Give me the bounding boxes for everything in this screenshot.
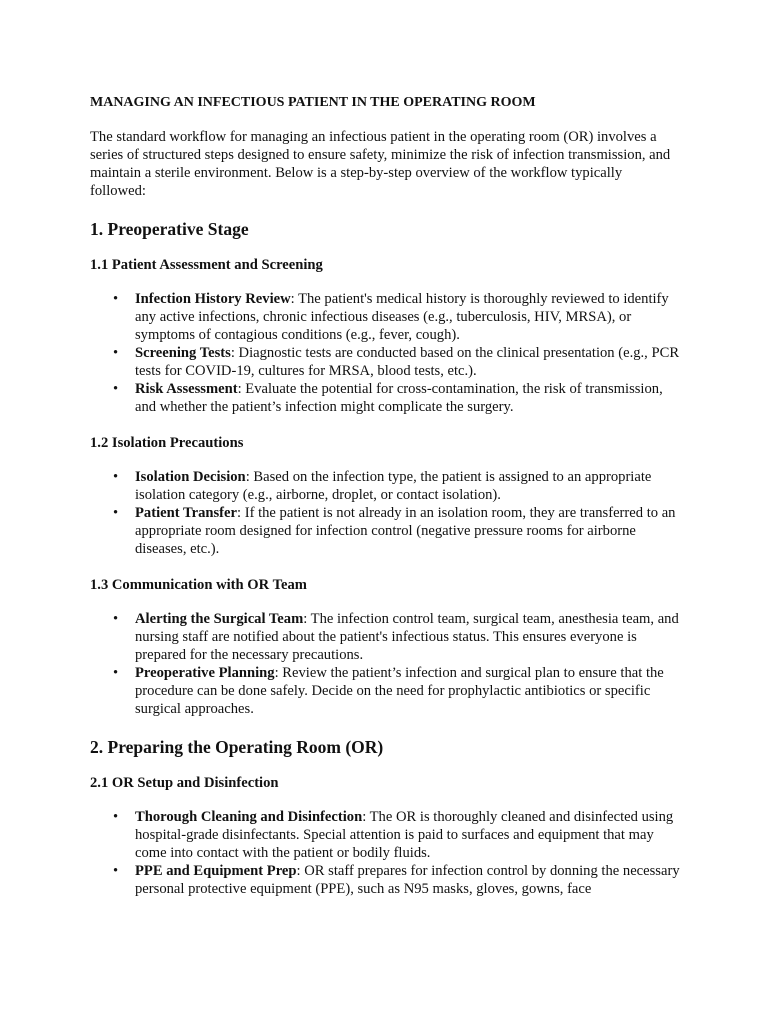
- list-item-term: PPE and Equipment Prep: [135, 863, 297, 879]
- list-item: [135, 664, 680, 718]
- list-item: [135, 610, 680, 664]
- subsection-heading-isolation: 1.2 Isolation Precautions: [90, 435, 244, 451]
- list-item-term: Infection History Review: [135, 291, 291, 307]
- list-item: [135, 808, 680, 862]
- list-item-term: Risk Assessment: [135, 381, 238, 397]
- list-item-text: : If the patient is not already in an isolation room, they are transferred to an appropriate room designed for infection control (negative pressure rooms for airborne diseases, etc.).: [135, 505, 676, 557]
- list-item-text: : The infection control team, surgical team, anesthesia team, and nursing staff are notified about the patient's infectious status. This ensures everyone is prepared for the necessary precautions.: [135, 611, 679, 663]
- bullet-list-or-setup: [90, 808, 680, 898]
- list-item-term: Isolation Decision: [135, 469, 246, 485]
- list-item: [135, 380, 680, 416]
- list-item-term: Alerting the Surgical Team: [135, 611, 304, 627]
- list-item: [135, 344, 680, 380]
- section-heading-preoperative: 1. Preoperative Stage: [90, 219, 249, 239]
- subsection-heading-communication: 1.3 Communication with OR Team: [90, 577, 307, 593]
- list-item-text: : Evaluate the potential for cross-contamination, the risk of transmission, and whether the patient’s infection might complicate the surgery.: [135, 381, 663, 415]
- list-item-text: : The patient's medical history is thoroughly reviewed to identify any active infections, chronic infectious diseases (e.g., tuberculosis, HIV, MRSA), or symptoms of contagious conditions (e.g., fever, cough).: [135, 291, 669, 343]
- intro-paragraph: The standard workflow for managing an infectious patient in the operating room (OR) involves a series of structured steps designed to ensure safety, minimize the risk of infection transmission, and maintain a sterile environment. Below is a step-by-step overview of the workflow typically followed:: [90, 129, 671, 199]
- bullet-list-communication: [90, 610, 680, 718]
- list-item-term: Preoperative Planning: [135, 665, 275, 681]
- list-item: [135, 468, 680, 504]
- list-item-text: : Diagnostic tests are conducted based on the clinical presentation (e.g., PCR tests for COVID-19, cultures for MRSA, blood tests, etc.).: [135, 345, 680, 379]
- list-item-term: Patient Transfer: [135, 505, 237, 521]
- list-item-text: : The OR is thoroughly cleaned and disinfected using hospital-grade disinfectants. Special attention is paid to surfaces and equipment that may come into contact with the patient or bodily fluids.: [135, 809, 674, 861]
- bullet-list-isolation: [90, 468, 680, 558]
- document-page: [90, 94, 680, 916]
- list-item: [135, 862, 680, 898]
- subsection-heading-assessment: 1.1 Patient Assessment and Screening: [90, 257, 323, 273]
- list-item: [135, 290, 680, 344]
- bullet-list-assessment: [90, 290, 680, 416]
- subsection-heading-or-setup: 2.1 OR Setup and Disinfection: [90, 775, 279, 791]
- list-item-text: : Based on the infection type, the patient is assigned to an appropriate isolation category (e.g., airborne, droplet, or contact isolation).: [135, 469, 652, 503]
- document-title: MANAGING AN INFECTIOUS PATIENT IN THE OPERATING ROOM: [90, 95, 536, 110]
- list-item: [135, 504, 680, 558]
- list-item-term: Thorough Cleaning and Disinfection: [135, 809, 363, 825]
- list-item-term: Screening Tests: [135, 345, 231, 361]
- list-item-text: : OR staff prepares for infection control by donning the necessary personal protective equipment (PPE), such as N95 masks, gloves, gowns, face: [135, 863, 680, 897]
- section-heading-preparing-or: 2. Preparing the Operating Room (OR): [90, 737, 384, 757]
- list-item-text: : Review the patient’s infection and surgical plan to ensure that the procedure can be done safely. Decide on the need for prophylactic antibiotics or specific surgical approaches.: [135, 665, 664, 717]
